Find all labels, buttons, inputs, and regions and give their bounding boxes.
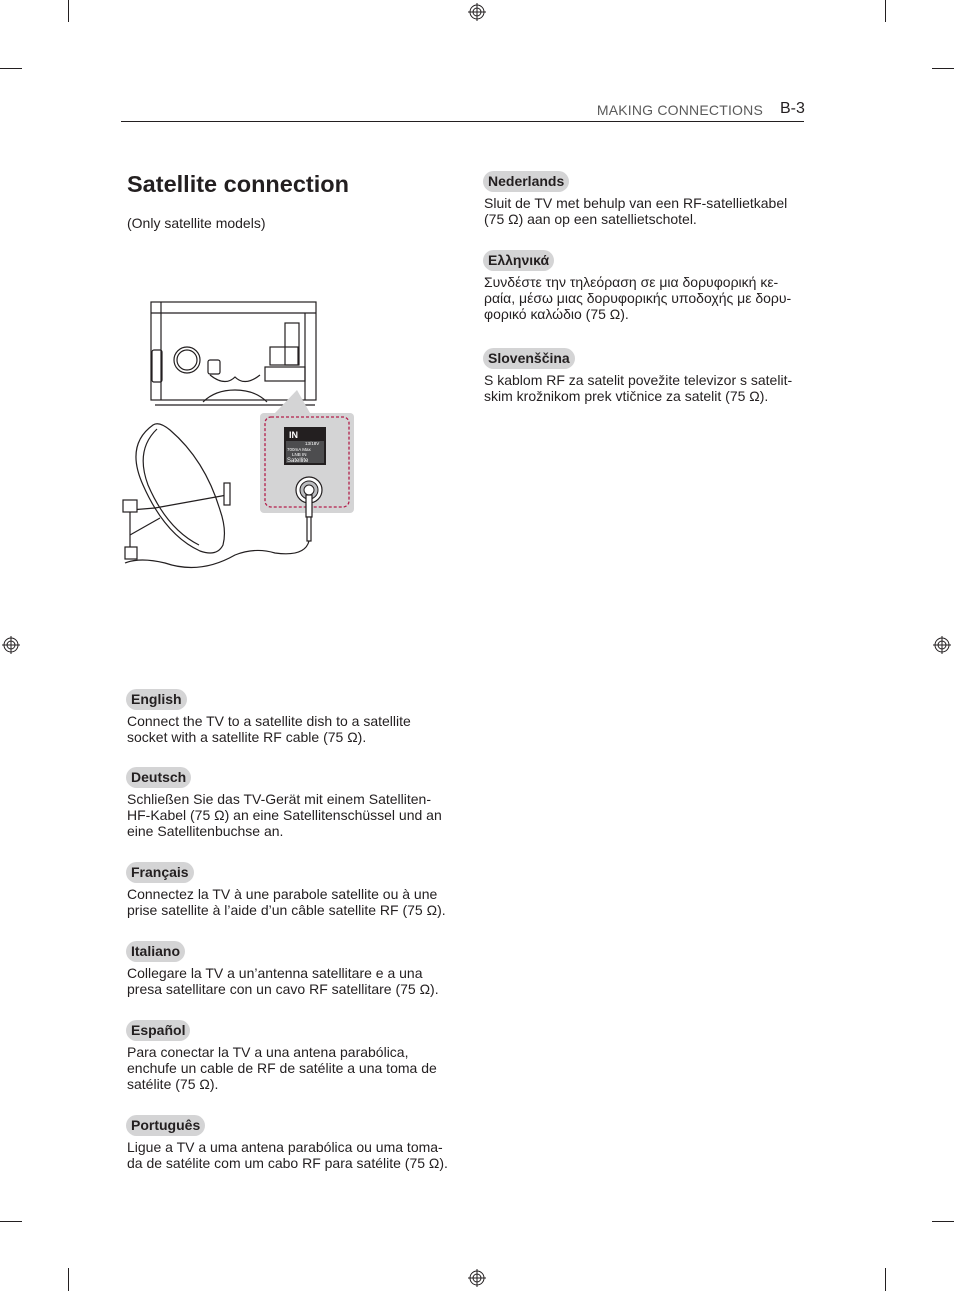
language-instruction: Connectez la TV à une parabole satellite ou à une prise satellite à l’aide d’un câble satellite RF (75 Ω).: [127, 886, 446, 918]
language-instruction: Συνδέστε την τηλεόραση σε μια δορυφορική κε- ραία, μέσω μιας δορυφορικής υποδοχής με δορυ- φορικό καλώδιο (75 Ω).: [484, 274, 792, 322]
language-block-ellinika: [484, 250, 814, 322]
crop-mark: [885, 1268, 886, 1291]
crop-mark: [932, 68, 954, 69]
page-subtitle: (Only satellite models): [127, 215, 266, 231]
language-block-portugues: [127, 1115, 457, 1171]
satellite-dish-icon: [123, 424, 230, 559]
registration-mark-icon: [1, 635, 21, 655]
header-divider: [121, 121, 804, 122]
language-instruction: Connect the TV to a satellite dish to a satellite socket with a satellite RF cable (75 Ω).: [127, 713, 411, 745]
language-block-francais: [127, 862, 457, 918]
language-block-slovenscina: [484, 348, 814, 404]
language-instruction: Collegare la TV a un’antenna satellitare e a una presa satellitare con un cavo RF satellitare (75 Ω).: [127, 965, 439, 997]
registration-mark-icon: [932, 635, 952, 655]
language-instruction: Schließen Sie das TV-Gerät mit einem Satelliten- HF-Kabel (75 Ω) an eine Satellitenschüssel und an eine Satellitenbuchse an.: [127, 791, 442, 839]
language-badge: Italiano: [126, 941, 185, 962]
language-block-espanol: [127, 1020, 457, 1092]
port-voltage: 13/18V: [305, 441, 320, 446]
language-instruction: S kablom RF za satelit povežite televizor s satelit- skim krožnikom prek vtičnice za satelit (75 Ω).: [484, 372, 793, 404]
port-label: IN: [289, 430, 298, 440]
crop-mark: [932, 1221, 954, 1222]
crop-mark: [68, 1268, 69, 1291]
registration-mark-icon: [467, 1268, 487, 1288]
language-block-deutsch: [127, 767, 457, 839]
language-block-italiano: [127, 941, 457, 997]
language-badge: Español: [126, 1020, 190, 1041]
language-badge: English: [126, 689, 187, 710]
language-badge: Français: [126, 862, 194, 883]
page-number: B-3: [780, 100, 805, 117]
satellite-connection-diagram: [115, 295, 365, 585]
crop-mark: [68, 0, 69, 22]
language-badge: Ελληνικά: [483, 250, 554, 271]
section-title: MAKING CONNECTIONS: [596, 102, 763, 118]
port-current: 700mA Max: [287, 447, 311, 452]
language-instruction: Ligue a TV a uma antena parabólica ou uma toma- da de satélite com um cabo RF para satélite (75 Ω).: [127, 1139, 448, 1171]
language-block-english: [127, 689, 457, 745]
crop-mark: [885, 0, 886, 22]
language-badge: Deutsch: [126, 767, 191, 788]
language-block-nederlands: [484, 171, 814, 227]
registration-mark-icon: [467, 2, 487, 22]
crop-mark: [0, 68, 22, 69]
port-lnb: LNB IN: [292, 452, 307, 457]
tv-back-panel: [151, 302, 316, 405]
language-instruction: Sluit de TV met behulp van een RF-satellietkabel (75 Ω) aan op een satellietschotel.: [484, 195, 788, 227]
language-badge: Slovenščina: [483, 348, 575, 369]
port-satellite: Satellite: [287, 458, 309, 464]
language-instruction: Para conectar la TV a una antena parabólica, enchufe un cable de RF de satélite a una toma de satélite (75 Ω).: [127, 1044, 437, 1092]
crop-mark: [0, 1221, 22, 1222]
language-badge: Nederlands: [483, 171, 569, 192]
language-badge: Português: [126, 1115, 205, 1136]
page-title: Satellite connection: [127, 171, 349, 197]
